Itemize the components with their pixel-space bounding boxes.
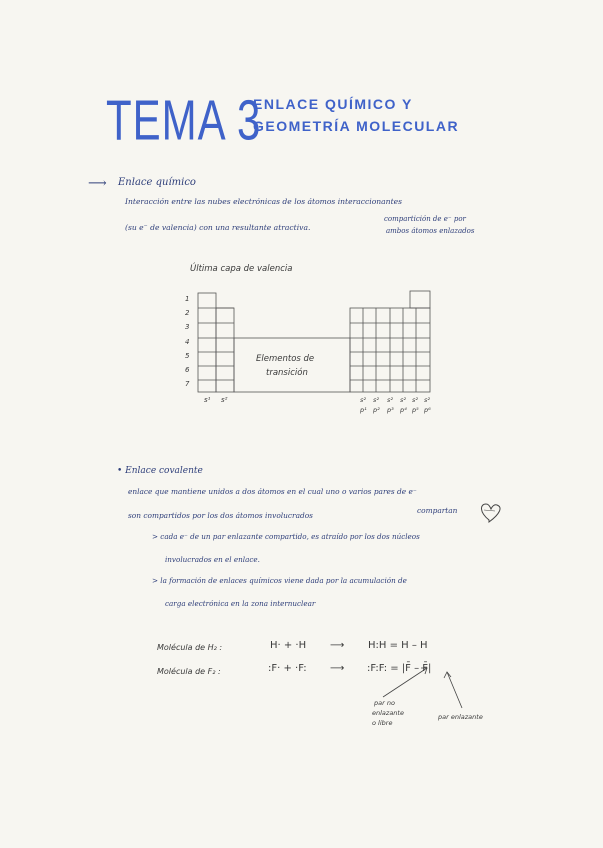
row-label: 2 bbox=[185, 309, 190, 317]
transition-label-1: Elementos de bbox=[256, 354, 315, 364]
row-label: 5 bbox=[185, 352, 190, 360]
section1-note2: ambos átomos enlazados bbox=[386, 227, 475, 235]
row-label: 4 bbox=[185, 338, 190, 346]
section1-heading: Enlace químico bbox=[118, 177, 196, 188]
nonbond-note-3: o libre bbox=[372, 719, 393, 727]
bullet1-line2: involucrados en el enlace. bbox=[165, 555, 260, 564]
f2-expression: :F· + ·F: bbox=[268, 663, 307, 674]
right-bottom-label: p¹ bbox=[360, 406, 367, 414]
bullet1-line1: > cada e⁻ de un par enlazante compartido, es atraído por los dos núcleos bbox=[152, 532, 420, 541]
f2-label: Molécula de F₂ : bbox=[157, 667, 221, 676]
title-line1: ENLACE QUÍMICO Y bbox=[253, 96, 413, 112]
nonbond-note-1: par no bbox=[374, 699, 395, 707]
right-bottom-label: p² bbox=[373, 406, 380, 414]
h2-result: H:H = H – H bbox=[368, 640, 428, 651]
section1-note1: compartición de e⁻ por bbox=[384, 215, 466, 223]
section2-heading: • Enlace covalente bbox=[117, 466, 203, 476]
transition-label-2: transición bbox=[266, 368, 308, 378]
bullet2-line2: carga electrónica en la zona internuclear bbox=[165, 599, 316, 608]
right-top-label: s² bbox=[360, 396, 366, 404]
section2-line2-note: compartan bbox=[417, 506, 458, 515]
s2-label: s² bbox=[221, 396, 228, 404]
right-bottom-label: p⁵ bbox=[412, 406, 419, 414]
h2-label: Molécula de H₂ : bbox=[157, 643, 223, 652]
s1-label: s¹ bbox=[204, 396, 211, 404]
table-caption: Última capa de valencia bbox=[190, 264, 293, 274]
f2-arrow: ⟶ bbox=[330, 663, 345, 674]
right-top-label: s² bbox=[424, 396, 430, 404]
f2-result: :F:F: = |F̄ – F̄| bbox=[367, 663, 432, 674]
row-label: 1 bbox=[185, 295, 190, 303]
bullet2-line1: > la formación de enlaces químicos viene dada por la acumulación de bbox=[152, 576, 407, 585]
title-line2: GEOMETRÍA MOLECULAR bbox=[253, 118, 460, 134]
right-top-label: s² bbox=[387, 396, 393, 404]
right-top-label: s² bbox=[412, 396, 418, 404]
right-top-label: s² bbox=[373, 396, 379, 404]
right-bottom-label: p⁴ bbox=[400, 406, 407, 414]
right-bottom-label: p³ bbox=[387, 406, 394, 414]
right-top-label: s² bbox=[400, 396, 406, 404]
row-label: 7 bbox=[185, 380, 190, 388]
title-main: TEMA 3 bbox=[106, 88, 262, 152]
nonbond-note-2: enlazante bbox=[372, 709, 404, 717]
section2-line2: son compartidos por los dos átomos involucrados bbox=[128, 511, 313, 520]
row-label: 3 bbox=[185, 323, 190, 331]
h2-arrow: ⟶ bbox=[330, 640, 345, 651]
arrow-glyph: ⟶ bbox=[88, 176, 107, 191]
section1-line2: (su e⁻ de valencia) con una resultante atractiva. bbox=[125, 223, 311, 232]
h2-expression: H· + ·H bbox=[270, 640, 307, 651]
heart-icon bbox=[481, 504, 500, 522]
section1-line1: Interacción entre las nubes electrónicas de los átomos interaccionantes bbox=[125, 197, 403, 206]
row-label: 6 bbox=[185, 366, 190, 374]
right-bottom-label: p⁶ bbox=[424, 406, 431, 414]
bond-note: par enlazante bbox=[438, 713, 483, 721]
section2-line1: enlace que mantiene unidos a dos átomos en el cual uno o varios pares de e⁻ bbox=[128, 487, 417, 496]
